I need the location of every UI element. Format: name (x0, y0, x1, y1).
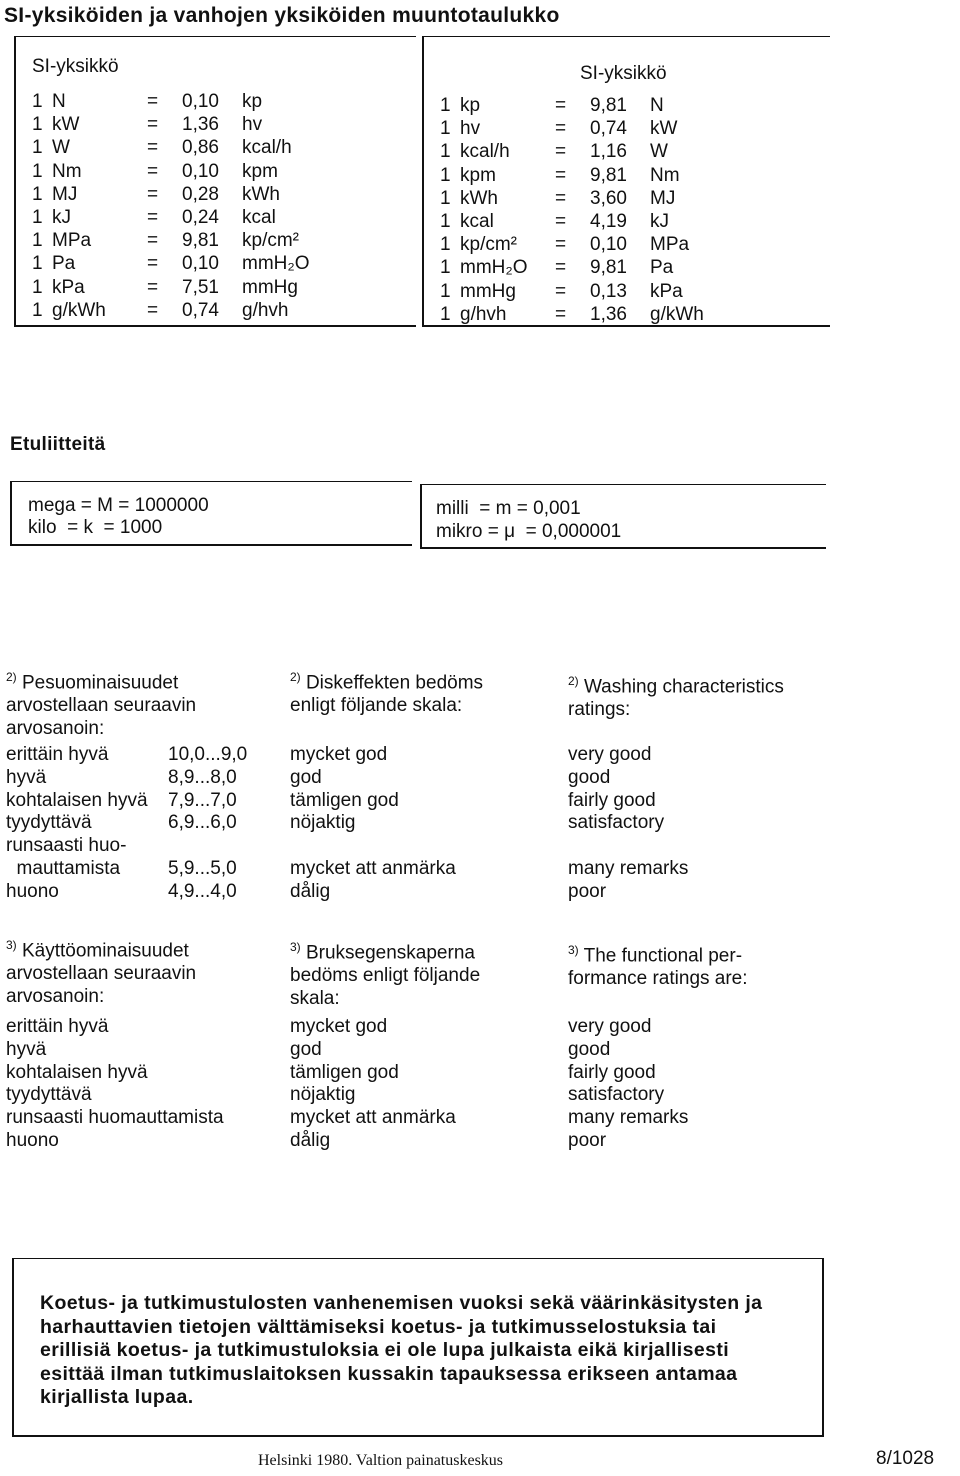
conversion-unit: MJ (52, 183, 78, 205)
conversion-eq: = (555, 187, 567, 209)
rating-row (6, 1039, 846, 1062)
conversion-unit: kp (460, 95, 481, 116)
footnote-marker: 2) (290, 670, 301, 684)
conversion-row (32, 160, 412, 183)
rating-fi: tyydyttävä (6, 812, 92, 834)
conversion-value: 1,36 (182, 114, 219, 136)
page-title: SI-yksiköiden ja vanhojen yksiköiden muuntotaulukko (4, 4, 560, 27)
rating-fi: mauttamista (6, 857, 121, 879)
conversion-unit: kpm (460, 164, 496, 186)
rating-fi: runsaasti huo- (6, 835, 127, 857)
conversion-row (440, 187, 820, 210)
conversion-right-header: SI-yksikkö (580, 63, 667, 84)
rating-sv: mycket att anmärka (290, 1107, 456, 1129)
rating-en: fairly good (568, 789, 656, 811)
footnote-marker: 2) (6, 670, 17, 684)
rating-en: very good (568, 1016, 652, 1037)
conversion-target: MJ (650, 187, 676, 209)
conversion-row (440, 140, 820, 163)
conversion-value: 0,10 (590, 234, 627, 256)
conversion-row (440, 256, 820, 279)
rating-en: good (568, 1038, 611, 1060)
rating-en: good (568, 766, 611, 788)
rating-score: 8,9...8,0 (168, 766, 237, 788)
conversion-unit: mmHg (460, 280, 516, 302)
conversion-value: 3,60 (590, 187, 627, 209)
conversion-num: 1 (440, 210, 451, 232)
footnote-marker: 3) (6, 938, 17, 952)
conversion-unit: kW (52, 114, 80, 136)
conversion-eq: = (147, 299, 159, 321)
rating-row (6, 1130, 846, 1153)
rating-fi: huono (6, 1129, 59, 1151)
conversion-value: 0,74 (182, 299, 219, 321)
conversion-target: g/kWh (650, 303, 704, 325)
rating-sv: tämligen god (290, 789, 399, 811)
functional-ratings (6, 1016, 846, 1153)
conversion-row (32, 90, 412, 113)
conversion-num: 1 (32, 299, 43, 321)
rating-row (6, 1107, 846, 1130)
conversion-value: 9,81 (182, 230, 219, 252)
conversion-value: 0,28 (182, 183, 219, 205)
conversion-value: 7,51 (182, 276, 219, 298)
rating-fi: hyvä (6, 766, 47, 788)
conversion-target: Pa (650, 257, 674, 279)
prefix-milli: milli = m = 0,001 (436, 498, 581, 519)
rating-fi: kohtalaisen hyvä (6, 1061, 148, 1083)
conversion-unit: kp/cm² (460, 234, 517, 256)
rating-row (6, 744, 846, 767)
conversion-row (32, 136, 412, 159)
conversion-num: 1 (440, 280, 451, 302)
conversion-num: 1 (32, 253, 43, 275)
conversion-row (440, 280, 820, 303)
conversion-row (440, 210, 820, 233)
functional-intro-en: $^{3)}$ The functional per- formance ratings are: (568, 943, 748, 990)
rating-en: poor (568, 880, 607, 902)
conversion-target: kcal/h (242, 137, 292, 159)
conversion-target: N (650, 95, 664, 116)
washing-intro-sv: $^{2)}$ Diskeffekten bedöms enligt följande skala: (290, 670, 484, 717)
conversion-num: 1 (32, 160, 43, 182)
rating-row (6, 790, 846, 813)
conversion-target: g/hvh (242, 299, 289, 321)
conversion-unit: kcal/h (460, 141, 510, 163)
conversion-value: 1,16 (590, 141, 627, 163)
rating-sv: mycket god (290, 744, 388, 765)
conversion-eq: = (147, 230, 159, 252)
rating-sv: tämligen god (290, 1061, 399, 1083)
conversion-row (32, 113, 412, 136)
rating-sv: nöjaktig (290, 812, 356, 834)
washing-intro-fi: $^{2)}$ Pesuominaisuudet arvostellaan seuraavin arvosanoin: (6, 670, 197, 740)
conversion-eq: = (555, 95, 567, 116)
conversion-eq: = (555, 257, 567, 279)
rating-row (6, 1062, 846, 1085)
prefix-mega: mega = M = 1000000 (28, 495, 209, 516)
rating-sv: god (290, 766, 322, 788)
conversion-unit: hv (460, 118, 481, 140)
rating-fi: huono (6, 880, 59, 902)
rating-fi: kohtalaisen hyvä (6, 789, 148, 811)
rating-sv: mycket god (290, 1016, 388, 1037)
conversion-num: 1 (32, 91, 43, 112)
conversion-eq: = (147, 253, 159, 275)
conversion-num: 1 (32, 114, 43, 136)
rating-score: 6,9...6,0 (168, 812, 237, 834)
rating-fi: erittäin hyvä (6, 1016, 109, 1037)
rating-row (6, 881, 846, 904)
conversion-left-list (32, 90, 412, 322)
conversion-num: 1 (440, 95, 451, 116)
prefix-kilo: kilo = k = 1000 (28, 517, 163, 538)
conversion-eq: = (147, 160, 159, 182)
conversion-num: 1 (440, 187, 451, 209)
page-number: 8/1028 (876, 1448, 935, 1469)
rating-row (6, 767, 846, 790)
conversion-num: 1 (440, 303, 451, 325)
prefix-mikro: mikro = μ = 0,000001 (436, 521, 622, 542)
rating-en: fairly good (568, 1061, 656, 1083)
conversion-unit: mmH₂O (460, 257, 528, 279)
conversion-unit: W (52, 137, 70, 159)
conversion-eq: = (555, 210, 567, 232)
rating-score: 5,9...5,0 (168, 857, 237, 879)
conversion-target: mmHg (242, 276, 298, 298)
footnote-marker: 2) (568, 674, 579, 688)
conversion-row (440, 303, 820, 326)
conversion-eq: = (555, 141, 567, 163)
conversion-target: kpm (242, 160, 278, 182)
rating-sv: dålig (290, 1129, 331, 1151)
conversion-row (440, 233, 820, 256)
conversion-num: 1 (440, 257, 451, 279)
conversion-value: 0,13 (590, 280, 627, 302)
rating-sv: mycket att anmärka (290, 857, 456, 879)
rating-en: satisfactory (568, 812, 665, 834)
rating-row (6, 1084, 846, 1107)
conversion-target: kW (650, 118, 678, 140)
conversion-unit: N (52, 91, 66, 112)
conversion-eq: = (147, 206, 159, 228)
conversion-target: kJ (650, 210, 669, 232)
conversion-eq: = (555, 280, 567, 302)
rating-row (6, 812, 846, 835)
conversion-eq: = (147, 276, 159, 298)
conversion-eq: = (555, 234, 567, 256)
rating-en: many remarks (568, 1107, 689, 1129)
rating-row (6, 858, 846, 881)
conversion-row (440, 117, 820, 140)
conversion-target: hv (242, 114, 263, 136)
conversion-value: 0,24 (182, 206, 219, 228)
washing-ratings (6, 744, 846, 904)
conversion-eq: = (555, 118, 567, 140)
conversion-row (32, 183, 412, 206)
conversion-value: 1,36 (590, 303, 627, 325)
conversion-num: 1 (440, 118, 451, 140)
rating-row (6, 835, 846, 858)
rating-fi: runsaasti huomauttamista (6, 1107, 224, 1129)
conversion-num: 1 (440, 164, 451, 186)
conversion-unit: g/hvh (460, 303, 507, 325)
conversion-target: mmH₂O (242, 253, 310, 275)
conversion-left-header: SI-yksikkö (32, 56, 119, 77)
rating-sv: dålig (290, 880, 331, 902)
conversion-value: 0,74 (590, 118, 627, 140)
rating-score: 10,0...9,0 (168, 744, 248, 765)
conversion-target: kp/cm² (242, 230, 299, 252)
conversion-eq: = (147, 183, 159, 205)
rating-score: 7,9...7,0 (168, 789, 237, 811)
rating-fi: tyydyttävä (6, 1084, 92, 1106)
conversion-num: 1 (440, 234, 451, 256)
conversion-target: kWh (242, 183, 280, 205)
conversion-value: 9,81 (590, 95, 627, 116)
conversion-value: 0,10 (182, 91, 219, 112)
conversion-num: 1 (32, 206, 43, 228)
rating-en: very good (568, 744, 652, 765)
conversion-row (32, 206, 412, 229)
functional-intro-fi: $^{3)}$ Käyttöominaisuudet arvostellaan seuraavin arvosanoin: (6, 938, 197, 1008)
rating-en: satisfactory (568, 1084, 665, 1106)
conversion-row (440, 164, 820, 187)
conversion-unit: g/kWh (52, 299, 106, 321)
conversion-row (32, 299, 412, 322)
conversion-num: 1 (440, 141, 451, 163)
washing-intro-en: $^{2)}$ Washing characteristics ratings: (568, 674, 784, 721)
conversion-unit: MPa (52, 230, 92, 252)
conversion-target: kPa (650, 280, 683, 302)
footnote-marker: 3) (568, 943, 579, 957)
rating-fi: erittäin hyvä (6, 744, 109, 765)
rating-fi: hyvä (6, 1038, 47, 1060)
conversion-num: 1 (32, 137, 43, 159)
conversion-row (440, 94, 820, 117)
rating-sv: god (290, 1038, 322, 1060)
functional-intro-sv: $^{3)}$ Bruksegenskaperna bedöms enligt följande skala: (290, 940, 481, 1010)
conversion-right-list (440, 94, 820, 326)
conversion-value: 0,10 (182, 253, 219, 275)
conversion-eq: = (555, 303, 567, 325)
conversion-value: 0,10 (182, 160, 219, 182)
conversion-eq: = (147, 114, 159, 136)
conversion-unit: kWh (460, 187, 498, 209)
conversion-eq: = (555, 164, 567, 186)
conversion-target: kp (242, 91, 263, 112)
conversion-unit: kJ (52, 206, 71, 228)
conversion-row (32, 276, 412, 299)
conversion-unit: kPa (52, 276, 85, 298)
conversion-unit: Nm (52, 160, 82, 182)
notice-text: Koetus- ja tutkimustulosten vanhenemisen vuoksi sekä väärinkäsitysten ja harhauttavien tietojen välttämiseksi koetus- ja tutkimusselostuksia tai erillisiä koetus- ja tutkimustuloksia ei ole lupa julkaista eikä kirjallisesti esittää ilman tutkimuslaitoksen kussakin tapauksessa erikseen antamaa kirjallista lupaa. (40, 1292, 763, 1408)
conversion-target: MPa (650, 234, 690, 256)
conversion-eq: = (147, 137, 159, 159)
conversion-row (32, 252, 412, 275)
rating-en: poor (568, 1129, 607, 1151)
conversion-target: W (650, 141, 668, 163)
conversion-unit: Pa (52, 253, 76, 275)
conversion-num: 1 (32, 276, 43, 298)
footnote-marker: 3) (290, 940, 301, 954)
rating-sv: nöjaktig (290, 1084, 356, 1106)
conversion-row (32, 229, 412, 252)
prefixes-heading: Etuliitteitä (10, 434, 106, 455)
conversion-value: 0,86 (182, 137, 219, 159)
rating-score: 4,9...4,0 (168, 880, 237, 902)
conversion-target: kcal (242, 206, 276, 228)
conversion-eq: = (147, 91, 159, 112)
conversion-num: 1 (32, 183, 43, 205)
conversion-value: 4,19 (590, 210, 627, 232)
conversion-num: 1 (32, 230, 43, 252)
conversion-value: 9,81 (590, 257, 627, 279)
rating-row (6, 1016, 846, 1039)
footer-imprint: Helsinki 1980. Valtion painatuskeskus (258, 1452, 504, 1469)
rating-en: many remarks (568, 857, 689, 879)
conversion-target: Nm (650, 164, 680, 186)
conversion-unit: kcal (460, 210, 494, 232)
conversion-value: 9,81 (590, 164, 627, 186)
